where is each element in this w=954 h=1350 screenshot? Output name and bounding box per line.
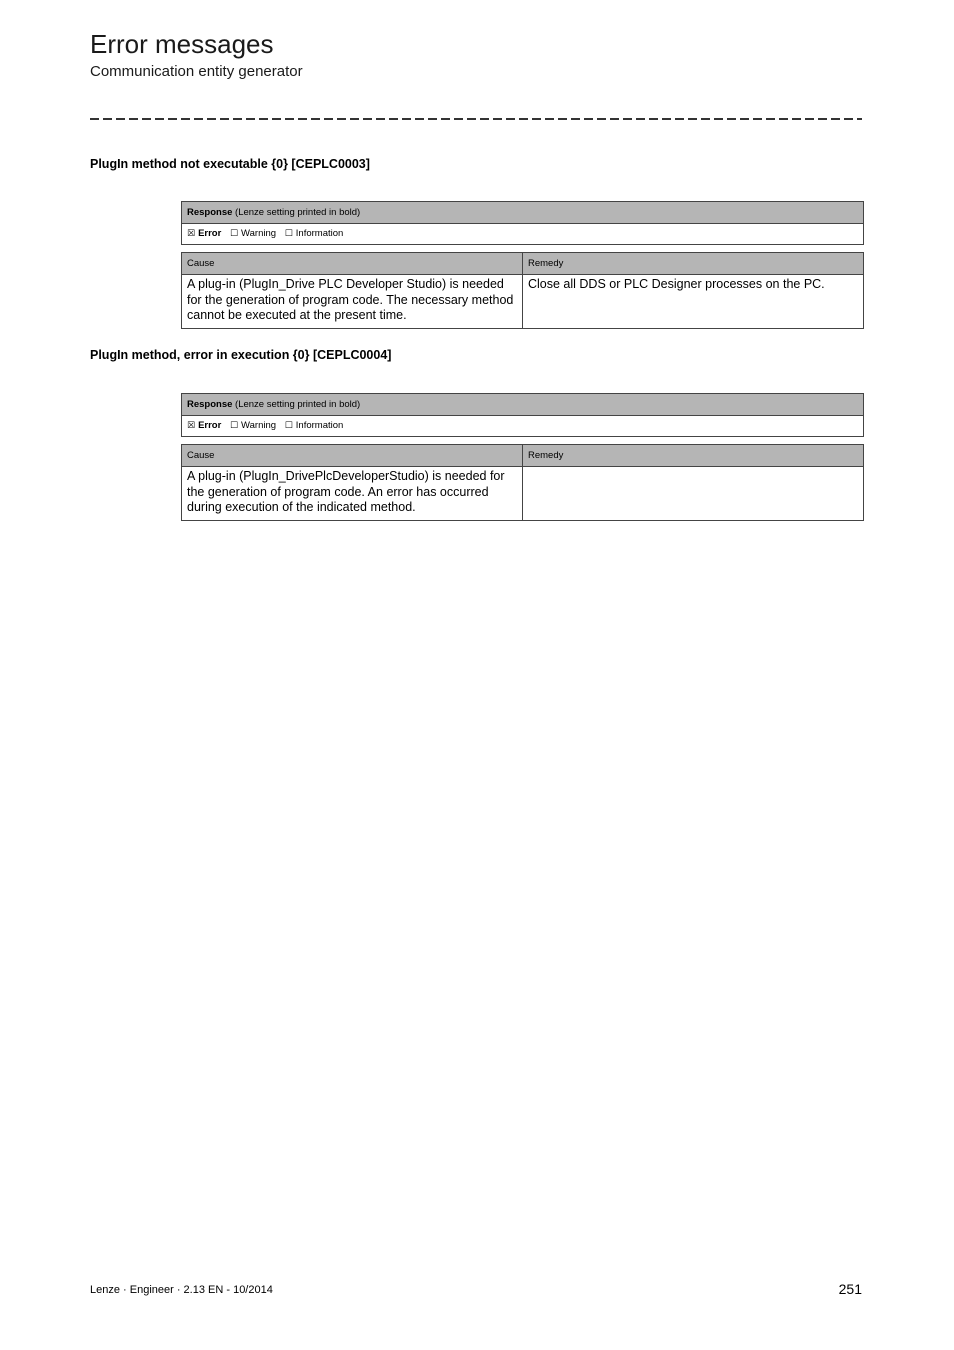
response-label: Response (187, 399, 233, 410)
response-options (182, 224, 864, 245)
cause-remedy-table (181, 444, 864, 521)
page-title: Error messages (90, 29, 274, 59)
cause-header: Cause (182, 253, 523, 275)
option-warning: ☐ Warning (229, 420, 277, 431)
unchecked-box-icon: ☐ (284, 229, 293, 239)
remedy-text (523, 467, 864, 521)
page-number: 251 (838, 1281, 862, 1297)
unchecked-box-icon: ☐ (229, 421, 239, 431)
unchecked-box-icon: ☐ (229, 229, 239, 239)
response-table (181, 201, 864, 245)
cause-header: Cause (182, 445, 523, 467)
response-options (182, 416, 864, 437)
remedy-header: Remedy (523, 445, 864, 467)
option-warning: ☐ Warning (229, 228, 277, 239)
cause-text: A plug-in (PlugIn_Drive PLC Developer Studio) is needed for the generation of program code. The necessary method cannot be executed at the present time. (182, 275, 523, 329)
remedy-header: Remedy (523, 253, 864, 275)
dashed-divider (90, 118, 862, 120)
option-error: ☒ Error (187, 420, 222, 431)
response-header (182, 202, 864, 224)
section-heading: PlugIn method, error in execution {0} [CEPLC0004] (90, 348, 392, 362)
section-heading: PlugIn method not executable {0} [CEPLC0003] (90, 157, 370, 171)
response-label: Response (187, 207, 233, 218)
response-table (181, 393, 864, 437)
checked-box-icon: ☒ (187, 421, 196, 431)
remedy-text: Close all DDS or PLC Designer processes on the PC. (523, 275, 864, 329)
cause-text: A plug-in (PlugIn_DrivePlcDeveloperStudio) is needed for the generation of program code. An error has occurred during execution of the indicated method. (182, 467, 523, 521)
option-information: ☐ Information (284, 228, 344, 239)
response-note: (Lenze setting printed in bold) (235, 207, 361, 218)
unchecked-box-icon: ☐ (284, 421, 293, 431)
response-header (182, 394, 864, 416)
page-subtitle: Communication entity generator (90, 63, 303, 80)
footer-doc-info: Lenze · Engineer · 2.13 EN - 10/2014 (90, 1284, 273, 1296)
response-note: (Lenze setting printed in bold) (235, 399, 361, 410)
checked-box-icon: ☒ (187, 229, 196, 239)
cause-remedy-table (181, 252, 864, 329)
option-information: ☐ Information (284, 420, 344, 431)
option-error: ☒ Error (187, 228, 222, 239)
